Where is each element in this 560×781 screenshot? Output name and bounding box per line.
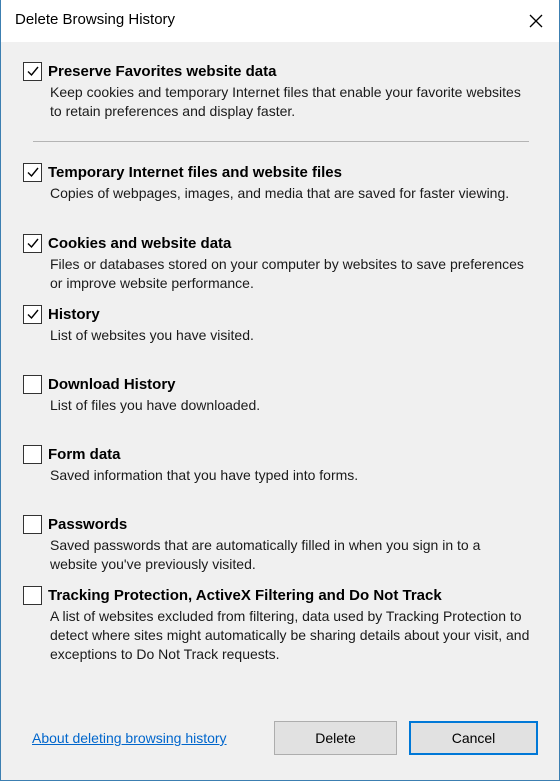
preserve-favorites-description: Keep cookies and temporary Internet files that enable your favorite websites to retain preferences and display faster.: [50, 84, 521, 119]
option-cookies: [23, 233, 543, 293]
form-data-checkbox[interactable]: [23, 445, 42, 464]
about-deleting-history-link[interactable]: About deleting browsing history: [32, 730, 227, 746]
checkmark-icon: [26, 307, 40, 321]
option-download-history: [23, 374, 543, 415]
option-form-data: [23, 444, 543, 485]
delete-button[interactable]: Delete: [274, 721, 397, 755]
option-history: [23, 304, 543, 345]
preserve-favorites-checkbox[interactable]: [23, 62, 42, 81]
tracking-protection-label[interactable]: Tracking Protection, ActiveX Filtering and Do Not Track: [48, 586, 442, 604]
passwords-description: Saved passwords that are automatically filled in when you sign in to a website you've previously visited.: [50, 537, 481, 572]
tracking-protection-description: A list of websites excluded from filtering, data used by Tracking Protection to detect where sites might automatically be sharing details about your visit, and exceptions to Do Not Track requests.: [50, 608, 530, 662]
option-temporary-internet-files: [23, 162, 543, 203]
close-button[interactable]: [513, 0, 559, 42]
tracking-protection-checkbox[interactable]: [23, 586, 42, 605]
cancel-button[interactable]: Cancel: [409, 721, 538, 755]
checkmark-icon: [26, 64, 40, 78]
download-history-description: List of files you have downloaded.: [50, 397, 261, 413]
checkmark-icon: [26, 165, 40, 179]
temporary-internet-files-description: Copies of webpages, images, and media that are saved for faster viewing.: [50, 185, 510, 201]
cookies-description: Files or databases stored on your computer by websites to save preferences or improve website performance.: [50, 256, 524, 291]
form-data-label[interactable]: Form data: [48, 445, 121, 463]
history-checkbox[interactable]: [23, 305, 42, 324]
temporary-internet-files-checkbox[interactable]: [23, 163, 42, 182]
option-preserve-favorites: [23, 61, 543, 121]
passwords-label[interactable]: Passwords: [48, 515, 128, 533]
preserve-favorites-label[interactable]: Preserve Favorites website data: [48, 62, 277, 80]
cookies-label[interactable]: Cookies and website data: [48, 234, 232, 252]
download-history-checkbox[interactable]: [23, 375, 42, 394]
download-history-label[interactable]: Download History: [48, 375, 176, 393]
history-label[interactable]: History: [48, 305, 100, 323]
title-bar: [1, 0, 559, 42]
form-data-description: Saved information that you have typed into forms.: [50, 467, 359, 483]
option-passwords: [23, 514, 543, 574]
option-tracking-protection: [23, 585, 543, 664]
passwords-checkbox[interactable]: [23, 515, 42, 534]
checkmark-icon: [26, 236, 40, 250]
history-description: List of websites you have visited.: [50, 327, 254, 343]
dialog-title: Delete Browsing History: [15, 11, 176, 28]
separator: [33, 141, 529, 142]
close-icon: [529, 14, 543, 28]
temporary-internet-files-label[interactable]: Temporary Internet files and website files: [48, 163, 342, 181]
cookies-checkbox[interactable]: [23, 234, 42, 253]
